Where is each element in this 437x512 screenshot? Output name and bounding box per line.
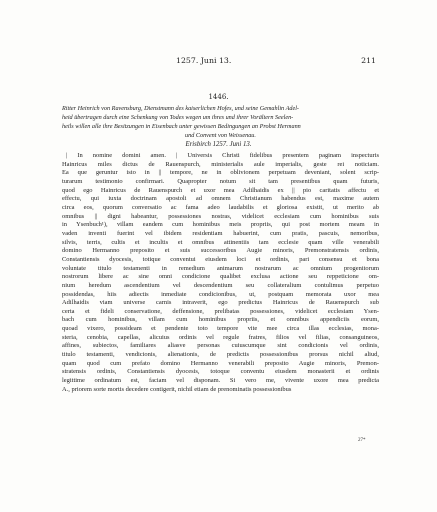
text-line: domino Hermanno preposito et suis successoribus Augie minoris, Premonstratensis ordinis, (62, 247, 379, 255)
text-line: silvis, terris, cultis et incultis et omnibus attinentiis tam ecclesie quam ville venerabili (62, 238, 379, 246)
text-line: | In nomine domini amen. | Universis Christi fidelibus presentem paginam inspecturis (66, 152, 379, 159)
text-line: circa eos, quorum conversatio ac fama adeo laudabilis et gloriosa existit, ut merito ab (62, 203, 379, 211)
text-line: certa et fideli conservatione, deffensione, prelibatas possessiones, videlicet ecclesiam Ysen- (62, 307, 379, 315)
running-header (66, 56, 376, 68)
regest-line: heid übertragen durch eine Schenkung von Todes wegen um ihres und ihrer Vorältern Seelen- (62, 114, 294, 121)
text-line: Adilhaidis viam universe carnis intraverit, ego predictus Hainricus de Rauenspurch sub (62, 299, 379, 307)
page-number: 211 (361, 56, 376, 65)
header-title: 1257. Juni 13. (176, 56, 232, 65)
text-line: Ea que geruntur isto in || tempore, ne in oblivionem perpetuam deveniant, solent scrip- (62, 169, 379, 177)
text-line: voluntate titulo testamenti in remedium animarum nostrarum ac omnium progenitorum (62, 264, 379, 272)
text-line: vaden inventi fuerint vel ibidem residentiam habuerint, cum pratis, pascuis, nemoribus, (62, 229, 379, 237)
text-line: Constantiensis dyocesis, totique conventui eiusdem loci et ordinis, pari consensu et bona (62, 255, 379, 263)
text-line: bach cum hominibus, villam cum hominibus propriis, et omnibus appendiciis eorum, (62, 316, 379, 324)
regest-line: und Convent von Weissenau. (185, 132, 256, 139)
text-line: A., priorem sorte mortis decedere contigerit, nichil etiam de prenominatis possessionibus (62, 385, 292, 393)
text-line: affines, subiectos, familiares aliasve personas cuiuscumque sint condicionis vel ordinis, (62, 342, 379, 350)
sheet-signature: 27* (358, 438, 366, 443)
text-line: quam quod cum prefato domino Hermanno venerabili preposito Augie minoris, Premon- (62, 359, 379, 367)
text-line: effectu, qui iuxta doctrinam apostoli ad omnem Christianum habendus est, maxime autem (62, 195, 379, 203)
text-line: steria, cenobia, capellas, alicuius ordinis vel regule fratres, filios vel filias, consanguineos, (62, 333, 379, 341)
document-number: 1446. (208, 93, 229, 101)
text-line: possidendas, hiis adiectis inmediate condicionibus, ut, postquam memorata uxor mea (62, 290, 379, 298)
text-line: in Ysenbuch¹), villam eandem cum hominibus meis propriis, qui post mortem meam in (62, 221, 379, 229)
text-line: quoad vixero, possideam et pendente toto tempore vite mee circa illas ecclesias, mona- (62, 325, 379, 333)
regest-line: Ritter Heinrich von Ravensburg, Dienstmann des kaiserlichen Hofes, und seine Gemahlin Adel- (62, 105, 299, 112)
text-line: nium heredum ascendentium vel descendentium seu collateralium contulimus perpetuo (62, 281, 379, 289)
text-line: Hainricus miles dictus de Rauenspurch, ministerialis aule imperialis, geste rei noticiam. (62, 160, 379, 168)
text-line: stratensis ordinis, Constantiensis dyocesis, totoque conventu eiusdem monasterii et ordinis (62, 368, 379, 376)
text-line: omnibus || digni habeantur, possessiones nostras, videlicet ecclesiam cum hominibus suis (62, 212, 379, 220)
regest-line: heils willen alle ihre Besitzungen in Eisenbach unter gewissen Bedingungen an Probst Hermann (62, 123, 301, 130)
text-line: turarum testimonio confirmari. Quapropter notum sit tam presentibus quam futuris, (62, 177, 379, 185)
text-line: quod ego Hainricus de Rauenspurch et uxor mea Adilhaidis ex || pio caritatis affectu et (62, 186, 379, 194)
text-line: titulo testamenti, vendicionis, alienationis, de predictis possessionibus prorsus nichil aliud, (62, 351, 379, 359)
date-line: Erisbirch 1257. Juni 13. (185, 141, 252, 148)
regest-summary (62, 104, 379, 140)
charter-text (62, 152, 379, 394)
text-line: legittime ordinatum est, faciam vel disponam. Si vero me, vivente uxore mea predicta (62, 377, 379, 385)
text-line: nostrorum libere ac sine omni condicione qualibet exclusa actione seu reppeticione om- (62, 273, 379, 281)
